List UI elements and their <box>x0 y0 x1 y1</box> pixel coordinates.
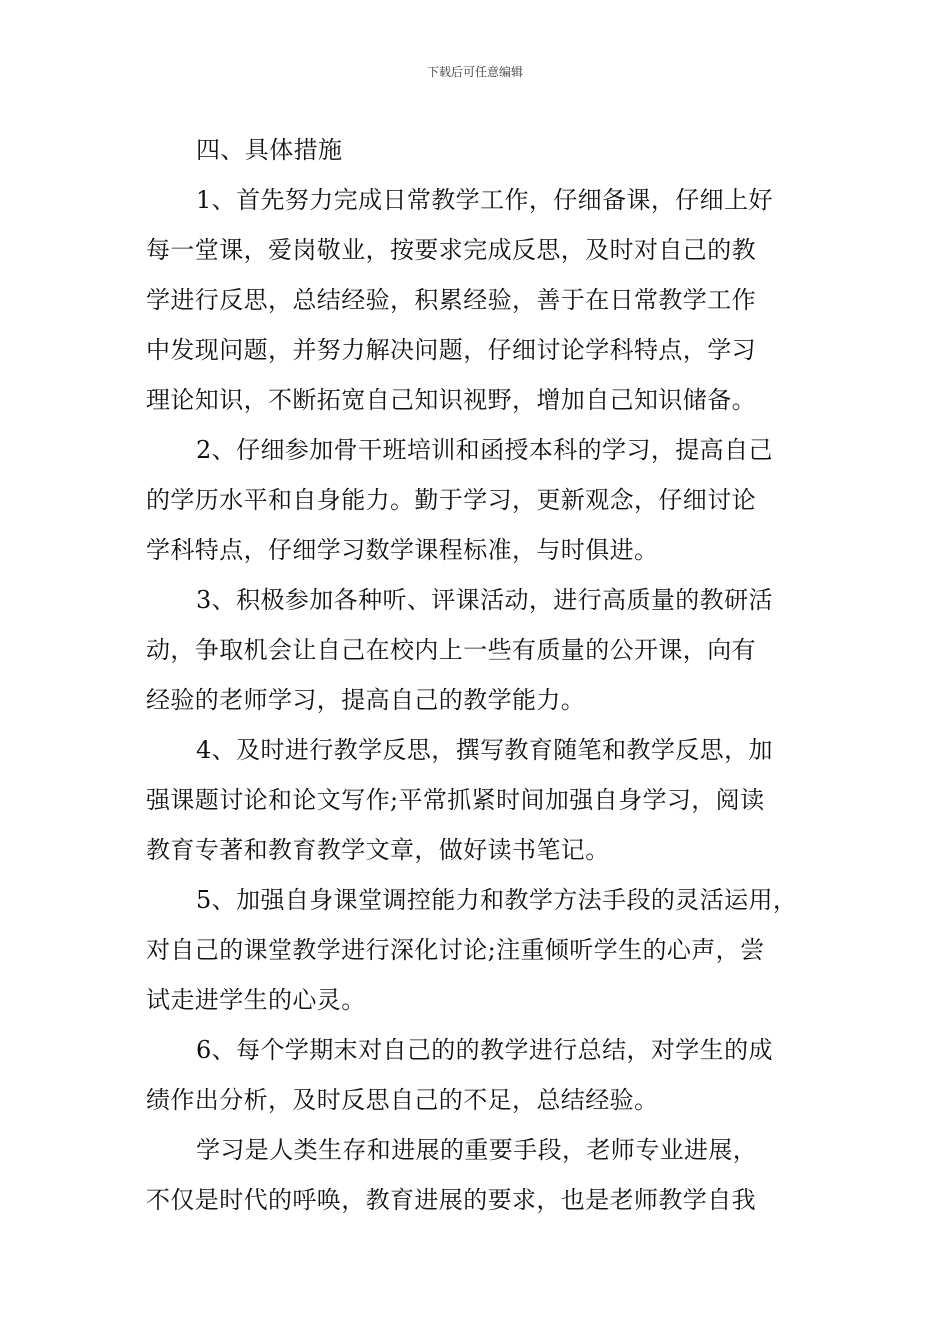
text-line: 4、及时进行教学反思，撰写教育随笔和教学反思，加 <box>196 736 773 764</box>
text-line: 强课题讨论和论文写作;平常抓紧时间加强自身学习，阅读 <box>146 786 765 814</box>
text-line: 6、每个学期末对自己的的教学进行总结，对学生的成 <box>196 1036 773 1064</box>
text-line: 1、首先努力完成日常教学工作，仔细备课，仔细上好 <box>196 186 773 214</box>
text-line: 理论知识，不断拓宽自己知识视野，增加自己知识储备。 <box>146 386 756 414</box>
text-line: 绩作出分析，及时反思自己的不足，总结经验。 <box>146 1086 659 1114</box>
text-line: 中发现问题，并努力解决问题，仔细讨论学科特点，学习 <box>146 336 756 364</box>
text-line: 学进行反思，总结经验，积累经验，善于在日常教学工作 <box>146 286 756 314</box>
text-line: 5、加强自身课堂调控能力和教学方法手段的灵活运用， <box>196 886 798 914</box>
text-line: 每一堂课，爱岗敬业，按要求完成反思，及时对自己的教 <box>146 236 756 264</box>
text-line: 动，争取机会让自己在校内上一些有质量的公开课，向有 <box>146 636 756 664</box>
text-line: 对自己的课堂教学进行深化讨论;注重倾听学生的心声，尝 <box>146 936 765 964</box>
page-header: 下载后可任意编辑 <box>426 65 523 79</box>
section-heading: 四、具体措施 <box>196 136 343 164</box>
text-line: 经验的老师学习，提高自己的教学能力。 <box>146 686 586 714</box>
text-line: 3、积极参加各种听、评课活动，进行高质量的教研活 <box>196 586 773 614</box>
document-body <box>146 125 810 1225</box>
text-line: 不仅是时代的呼唤，教育进展的要求，也是老师教学自我 <box>146 1186 756 1214</box>
text-line: 学科特点，仔细学习数学课程标准，与时俱进。 <box>146 536 659 564</box>
text-line: 的学历水平和自身能力。勤于学习，更新观念，仔细讨论 <box>146 486 756 514</box>
text-line: 学习是人类生存和进展的重要手段，老师专业进展， <box>196 1136 758 1164</box>
text-line: 教育专著和教育教学文章，做好读书笔记。 <box>146 836 610 864</box>
text-line: 2、仔细参加骨干班培训和函授本科的学习，提高自己 <box>196 436 773 464</box>
text-line: 试走进学生的心灵。 <box>146 986 366 1014</box>
